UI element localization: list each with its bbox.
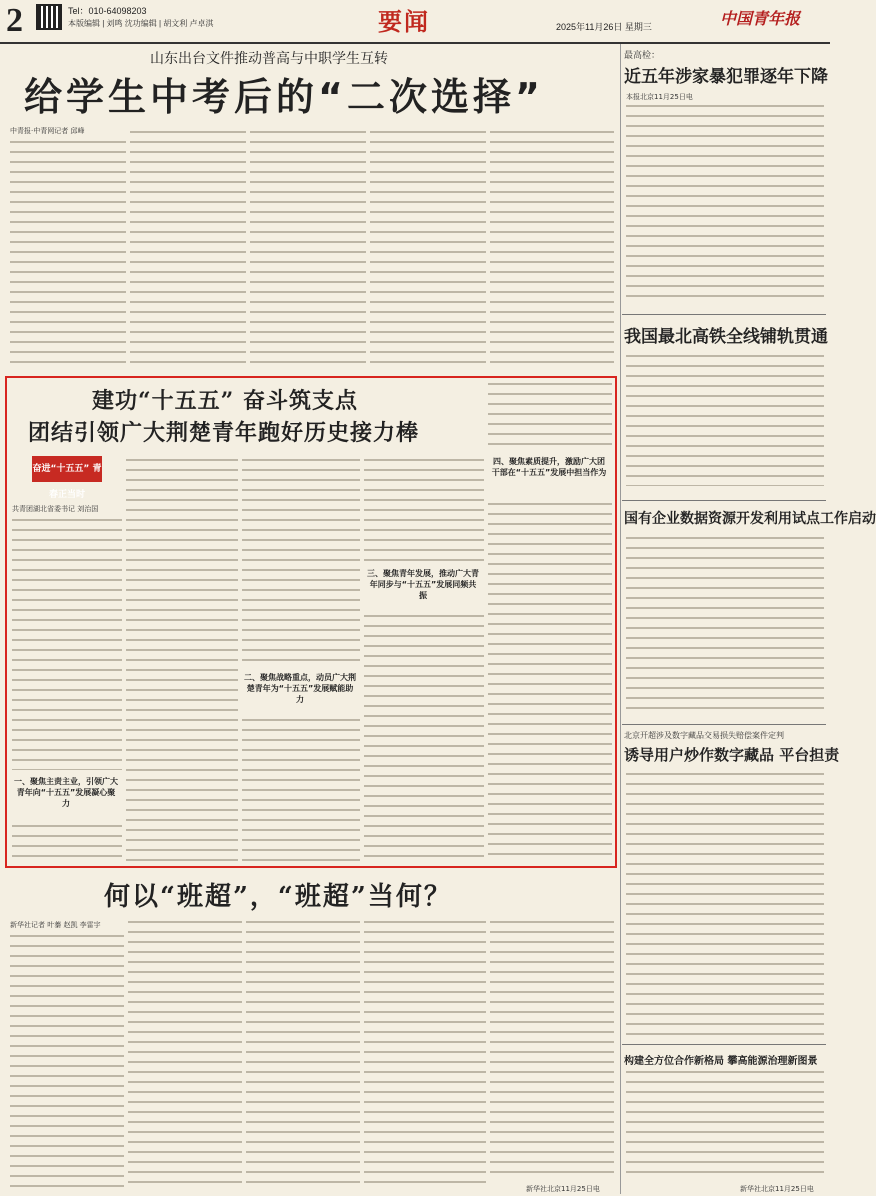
feature-title-line1: 建功“十五五” 奋斗筑支点	[92, 388, 358, 414]
lead-subtitle: 山东出台文件推动普高与中职学生互转	[150, 51, 388, 67]
feature-body-col4b	[364, 612, 484, 862]
lead-body-col4	[370, 128, 486, 368]
bottom-body-col5	[490, 918, 614, 1180]
right-5-body	[626, 1068, 824, 1180]
right-1-label: 最高检：	[624, 50, 661, 60]
right-divider-3	[622, 724, 826, 725]
feature-body-col1	[12, 516, 122, 770]
column-divider	[620, 44, 621, 1194]
lead-body-col2	[130, 128, 246, 368]
bottom-body-col1	[10, 932, 124, 1190]
right-5-title: 构建全方位合作新格局 攀高能源治理新图景	[624, 1056, 818, 1067]
feature-title-line2: 团结引领广大荆楚青年跑好历史接力棒	[28, 420, 420, 446]
right-4-label: 北京开超涉及数字藏品交易损失赔偿案件定判	[624, 731, 784, 740]
bottom-body-col4	[364, 918, 486, 1190]
feature-subhead-3: 三、聚焦青年发展，推动广大青年同步与“十五五”发展同频共振	[367, 569, 479, 600]
bottom-byline: 新华社记者 叶蓁 赵凯 李雷宇	[10, 921, 101, 929]
lead-body-col1	[10, 138, 126, 368]
right-4-title: 诱导用户炒作数字藏品 平台担责	[624, 746, 840, 764]
lead-byline: 中青报·中青网记者 邱峰	[10, 127, 85, 135]
feature-body-col3	[242, 456, 360, 668]
page-header	[0, 0, 830, 44]
feature-body-col5a	[488, 380, 612, 450]
right-divider-2	[622, 500, 826, 501]
header-editors: 本版编辑 | 刘鸣 沈功编辑 | 胡文利 卢卓淇	[68, 19, 214, 28]
page-number: 2	[6, 2, 23, 39]
header-tel: Tel：010-64098203	[68, 6, 147, 16]
lead-body-col5	[490, 128, 614, 364]
lead-body-col3	[250, 128, 366, 368]
feature-body-col5	[488, 500, 612, 862]
right-5-credit: 新华社北京11月25日电	[740, 1185, 814, 1193]
section-title: 要闻	[378, 8, 430, 36]
feature-body-col3b	[242, 716, 360, 862]
feature-body-col4	[364, 456, 484, 562]
feature-subhead-2: 二、聚焦战略重点，动员广大荆楚青年为“十五五”发展赋能助力	[244, 673, 356, 704]
masthead-logo: 中国青年报	[720, 9, 801, 28]
feature-body-col1b	[12, 822, 122, 862]
right-divider-1	[622, 314, 826, 315]
right-4-body	[626, 770, 824, 1036]
right-1-body	[626, 102, 824, 298]
lead-title: 给学生中考后的“二次选择”	[24, 75, 544, 119]
right-divider-4	[622, 1044, 826, 1045]
feature-body-col2	[126, 456, 238, 862]
right-1-title: 近五年涉家暴犯罪逐年下降	[624, 67, 828, 87]
feature-subhead-4: 四、聚焦素质提升，激励广大团干部在“十五五”发展中担当作为	[491, 457, 607, 477]
bottom-body-col3	[246, 918, 360, 1190]
bottom-credit: 新华社北京11月25日电	[526, 1185, 600, 1193]
right-2-body	[626, 352, 824, 486]
right-2-title: 我国最北高铁全线铺轨贯通	[624, 327, 828, 347]
qr-code-icon	[36, 4, 62, 30]
header-date: 2025年11月26日 星期三	[556, 22, 652, 32]
right-3-title: 国有企业数据资源开发利用试点工作启动	[624, 511, 876, 527]
feature-byline: 共青团湖北省委书记 刘治国	[12, 505, 99, 513]
right-3-body	[626, 534, 824, 716]
right-1-dateline: 本报北京11月25日电	[626, 93, 693, 101]
bottom-body-col2	[128, 918, 242, 1190]
feature-subhead-1: 一、聚焦主责主业，引领广大青年向“十五五”发展凝心聚力	[14, 777, 118, 808]
bottom-title: 何以“班超”，“班超”当何？	[104, 882, 452, 912]
feature-logo: 奋进“十五五” 青春正当时	[32, 456, 102, 482]
